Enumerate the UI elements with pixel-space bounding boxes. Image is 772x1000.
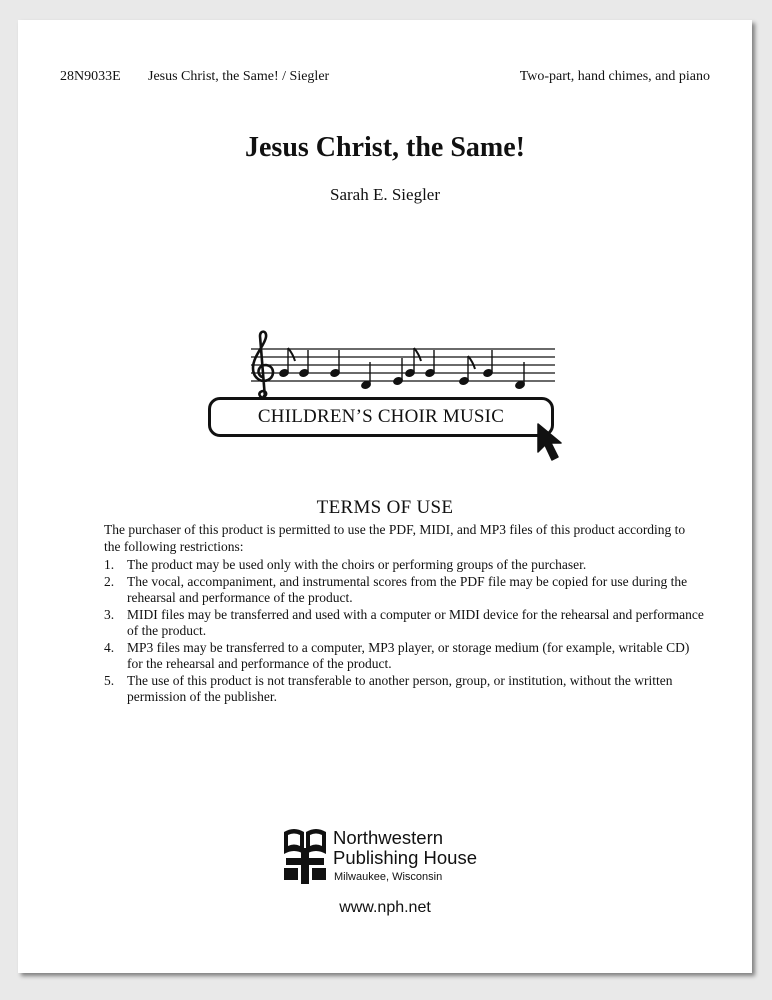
item-text: MIDI files may be transferred and used with a computer or MIDI device for the rehearsal and performance of the product. — [127, 606, 704, 638]
music-staff-logo — [203, 328, 563, 402]
item-text: The vocal, accompaniment, and instrumental scores from the PDF file may be copied for use during the rehearsal and performance of the product. — [127, 573, 688, 605]
voicing: Two-part, hand chimes, and piano — [519, 69, 710, 84]
music-notes-icon — [279, 348, 526, 390]
series-label: CHILDREN’S CHOIR MUSIC — [208, 397, 554, 437]
composer-name: Sarah E. Siegler — [330, 185, 440, 204]
terms-intro: The purchaser of this product is permitted to use the PDF, MIDI, and MP3 files of this product according to the following restrictions: — [104, 522, 686, 554]
item-text: The product may be used only with the choirs or performing groups of the purchaser. — [127, 557, 587, 572]
terms-list — [104, 557, 704, 706]
publisher-name — [333, 828, 477, 868]
publisher-url: www.nph.net — [339, 899, 431, 916]
running-title: Jesus Christ, the Same! / Siegler — [148, 69, 330, 84]
terms-heading: TERMS OF USE — [316, 497, 454, 518]
item-number: 4. — [104, 639, 115, 655]
list-item — [104, 607, 704, 640]
item-number: 3. — [104, 606, 115, 622]
item-number: 2. — [104, 573, 115, 589]
product-code: 28N9033E — [60, 69, 121, 84]
document-page — [18, 20, 752, 973]
item-text: The use of this product is not transferable to another person, group, or institution, without the written permission of the publisher. — [127, 672, 673, 704]
item-number: 5. — [104, 672, 115, 688]
list-item — [104, 640, 704, 673]
publisher-city: Milwaukee, Wisconsin — [334, 871, 443, 883]
list-item — [104, 673, 704, 706]
book-cross-icon — [282, 826, 328, 886]
item-text: MP3 files may be transferred to a computer, MP3 player, or storage medium (for example, writable CD) for the rehearsal and performance of the product. — [127, 639, 690, 671]
publisher-name-line2: Publishing House — [333, 847, 477, 868]
list-item — [104, 557, 704, 574]
list-item — [104, 574, 704, 607]
item-number: 1. — [104, 557, 115, 572]
publisher-name-line1: Northwestern — [333, 827, 444, 848]
page-title: Jesus Christ, the Same! — [245, 132, 525, 163]
mouse-cursor-icon — [534, 422, 574, 466]
